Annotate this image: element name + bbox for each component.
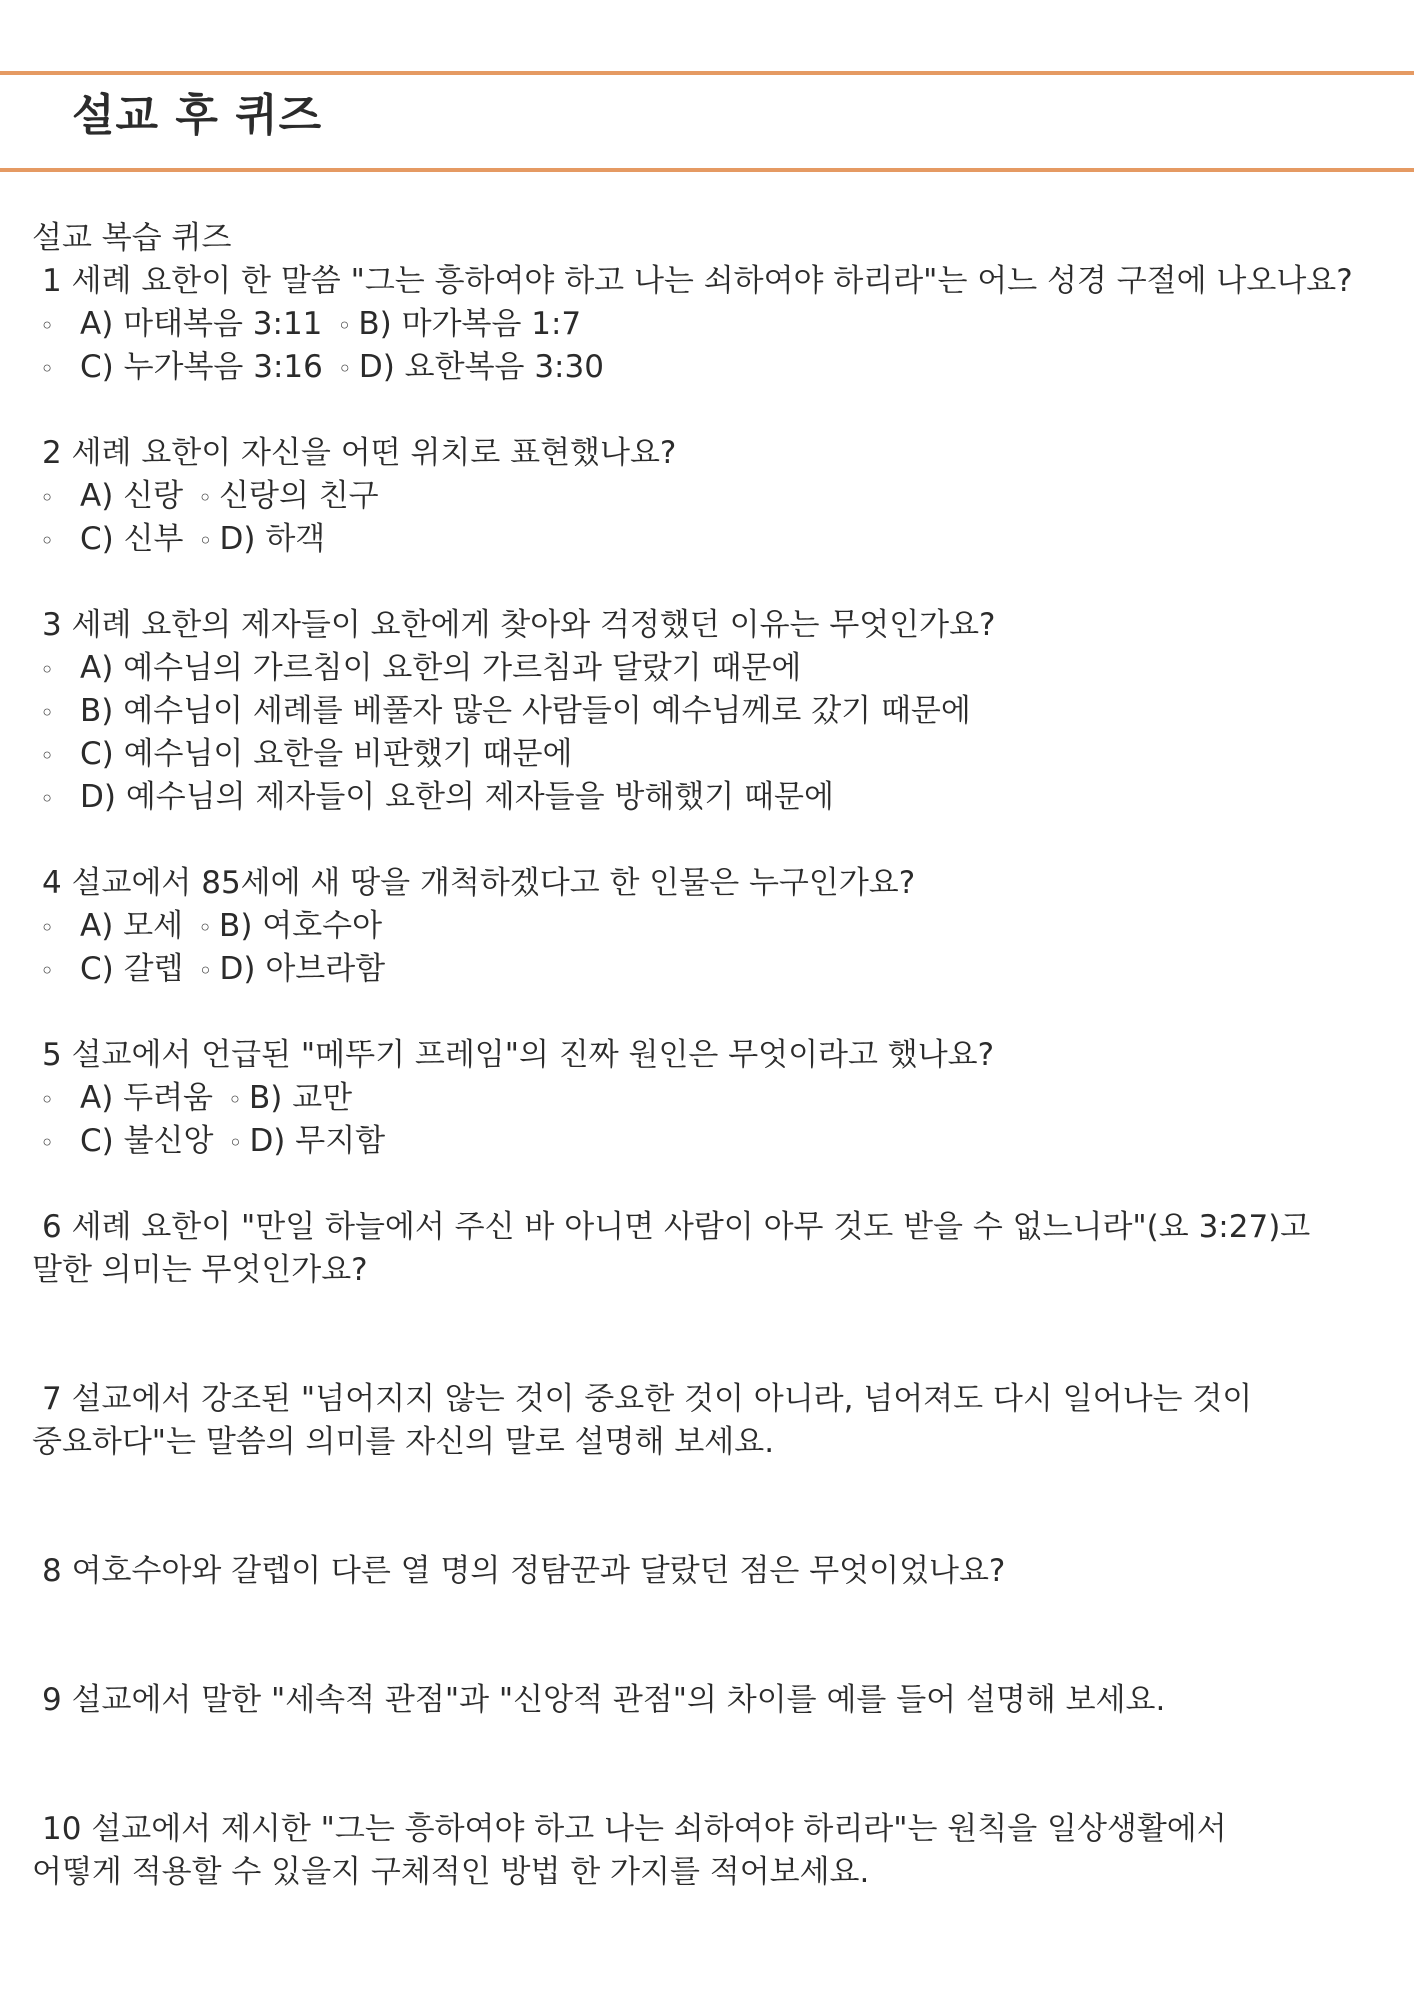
option-d: D) 아브라함 bbox=[219, 951, 386, 987]
option-b: B) 예수님이 세례를 베풀자 많은 사람들이 예수님께로 갔기 때문에 bbox=[80, 693, 971, 729]
bullet-icon: ◦ bbox=[40, 1086, 55, 1114]
question-text-line-1: 7 설교에서 강조된 "넘어지지 않는 것이 중요한 것이 아니라, 넘어져도 다시 일어나는 것이 bbox=[42, 1381, 1253, 1417]
option-row bbox=[32, 690, 1402, 733]
option-c: C) 누가복음 3:16 bbox=[80, 349, 323, 385]
question-text-line-2: 말한 의미는 무엇인가요? bbox=[32, 1252, 368, 1288]
option-row bbox=[32, 475, 1402, 518]
question-1 bbox=[32, 260, 1402, 389]
option-row bbox=[32, 518, 1402, 561]
header-bottom-rule bbox=[0, 168, 1414, 172]
option-d: D) 무지함 bbox=[249, 1123, 386, 1159]
question-9 bbox=[32, 1679, 1402, 1722]
bullet-icon: ◦ bbox=[337, 312, 352, 340]
bullet-icon: ◦ bbox=[40, 742, 55, 770]
question-text: 5 설교에서 언급된 "메뚜기 프레임"의 진짜 원인은 무엇이라고 했나요? bbox=[42, 1037, 995, 1073]
option-row bbox=[32, 346, 1402, 389]
bullet-icon: ◦ bbox=[40, 699, 55, 727]
question-text-line-2: 어떻게 적용할 수 있을지 구체적인 방법 한 가지를 적어보세요. bbox=[32, 1854, 870, 1890]
option-row bbox=[32, 733, 1402, 776]
option-row bbox=[32, 776, 1402, 819]
question-number: 8 bbox=[42, 1553, 62, 1589]
question-number: 1 bbox=[42, 263, 62, 299]
bullet-icon: ◦ bbox=[40, 312, 55, 340]
question-text: 1 세례 요한이 한 말씀 "그는 흥하여야 하고 나는 쇠하여야 하리라"는 어느 성경 구절에 나오나요? bbox=[42, 263, 1353, 299]
question-number: 7 bbox=[42, 1381, 62, 1417]
bullet-icon: ◦ bbox=[197, 914, 213, 942]
option-a: A) 두려움 bbox=[80, 1080, 213, 1116]
question-text-line-1: 10 설교에서 제시한 "그는 흥하여야 하고 나는 쇠하여야 하리라"는 원칙을 일상생활에서 bbox=[42, 1811, 1227, 1847]
option-row bbox=[32, 948, 1402, 991]
bullet-icon: ◦ bbox=[40, 1129, 55, 1157]
question-text: 4 설교에서 85세에 새 땅을 개척하겠다고 한 인물은 누구인가요? bbox=[42, 865, 916, 901]
option-b: B) 여호수아 bbox=[219, 908, 383, 944]
option-row bbox=[32, 1077, 1402, 1120]
bullet-icon: ◦ bbox=[40, 527, 55, 555]
question-6 bbox=[32, 1206, 1402, 1292]
header-top-rule bbox=[0, 71, 1414, 75]
bullet-icon: ◦ bbox=[40, 484, 55, 512]
option-b: B) 마가복음 1:7 bbox=[358, 306, 582, 342]
option-a: A) 모세 bbox=[80, 908, 184, 944]
question-7 bbox=[32, 1378, 1402, 1464]
option-d: D) 하객 bbox=[219, 521, 326, 557]
option-a: A) 예수님의 가르침이 요한의 가르침과 달랐기 때문에 bbox=[80, 650, 802, 686]
bullet-icon: ◦ bbox=[40, 957, 55, 985]
option-row bbox=[32, 905, 1402, 948]
bullet-icon: ◦ bbox=[40, 656, 55, 684]
bullet-icon: ◦ bbox=[227, 1086, 243, 1114]
question-number: 3 bbox=[42, 607, 62, 643]
question-text-line-1: 6 세례 요한이 "만일 하늘에서 주신 바 아니면 사람이 아무 것도 받을 수 없느니라"(요 3:27)고 bbox=[42, 1209, 1311, 1245]
bullet-icon: ◦ bbox=[40, 914, 55, 942]
question-text: 3 세례 요한의 제자들이 요한에게 찾아와 걱정했던 이유는 무엇인가요? bbox=[42, 607, 996, 643]
option-row bbox=[32, 647, 1402, 690]
option-a: A) 마태복음 3:11 bbox=[80, 306, 323, 342]
question-number: 4 bbox=[42, 865, 62, 901]
bullet-icon: ◦ bbox=[198, 957, 213, 985]
question-5 bbox=[32, 1034, 1402, 1163]
option-c: C) 갈렙 bbox=[80, 951, 184, 987]
option-row bbox=[32, 303, 1402, 346]
quiz-body bbox=[32, 217, 1402, 1894]
question-text: 8 여호수아와 갈렙이 다른 열 명의 정탐꾼과 달랐던 점은 무엇이었나요? bbox=[42, 1553, 1006, 1589]
bullet-icon: ◦ bbox=[40, 355, 55, 383]
bullet-icon: ◦ bbox=[228, 1129, 243, 1157]
question-number: 9 bbox=[42, 1682, 62, 1718]
question-text: 9 설교에서 말한 "세속적 관점"과 "신앙적 관점"의 차이를 예를 들어 설명해 보세요. bbox=[42, 1682, 1166, 1718]
question-4 bbox=[32, 862, 1402, 991]
bullet-icon: ◦ bbox=[198, 527, 213, 555]
page-title: 설교 후 퀴즈 bbox=[72, 90, 323, 141]
question-number: 6 bbox=[42, 1209, 62, 1245]
question-3 bbox=[32, 604, 1402, 819]
option-d: D) 요한복음 3:30 bbox=[358, 349, 604, 385]
question-10 bbox=[32, 1808, 1402, 1894]
question-number: 2 bbox=[42, 435, 62, 471]
option-d: D) 예수님의 제자들이 요한의 제자들을 방해했기 때문에 bbox=[80, 779, 834, 815]
question-text-line-2: 중요하다"는 말씀의 의미를 자신의 말로 설명해 보세요. bbox=[32, 1424, 775, 1460]
question-number: 10 bbox=[42, 1811, 82, 1847]
question-8 bbox=[32, 1550, 1402, 1593]
bullet-icon: ◦ bbox=[40, 785, 55, 813]
question-number: 5 bbox=[42, 1037, 62, 1073]
option-c: C) 예수님이 요한을 비판했기 때문에 bbox=[80, 736, 573, 772]
option-a: A) 신랑 bbox=[80, 478, 184, 514]
question-2 bbox=[32, 432, 1402, 561]
quiz-subtitle: 설교 복습 퀴즈 bbox=[32, 220, 232, 256]
option-c: C) 불신앙 bbox=[80, 1123, 214, 1159]
option-b: B) 교만 bbox=[249, 1080, 353, 1116]
option-row bbox=[32, 1120, 1402, 1163]
option-b: 신랑의 친구 bbox=[219, 478, 379, 514]
question-text: 2 세례 요한이 자신을 어떤 위치로 표현했나요? bbox=[42, 435, 677, 471]
bullet-icon: ◦ bbox=[337, 355, 352, 383]
option-c: C) 신부 bbox=[80, 521, 184, 557]
bullet-icon: ◦ bbox=[197, 484, 213, 512]
